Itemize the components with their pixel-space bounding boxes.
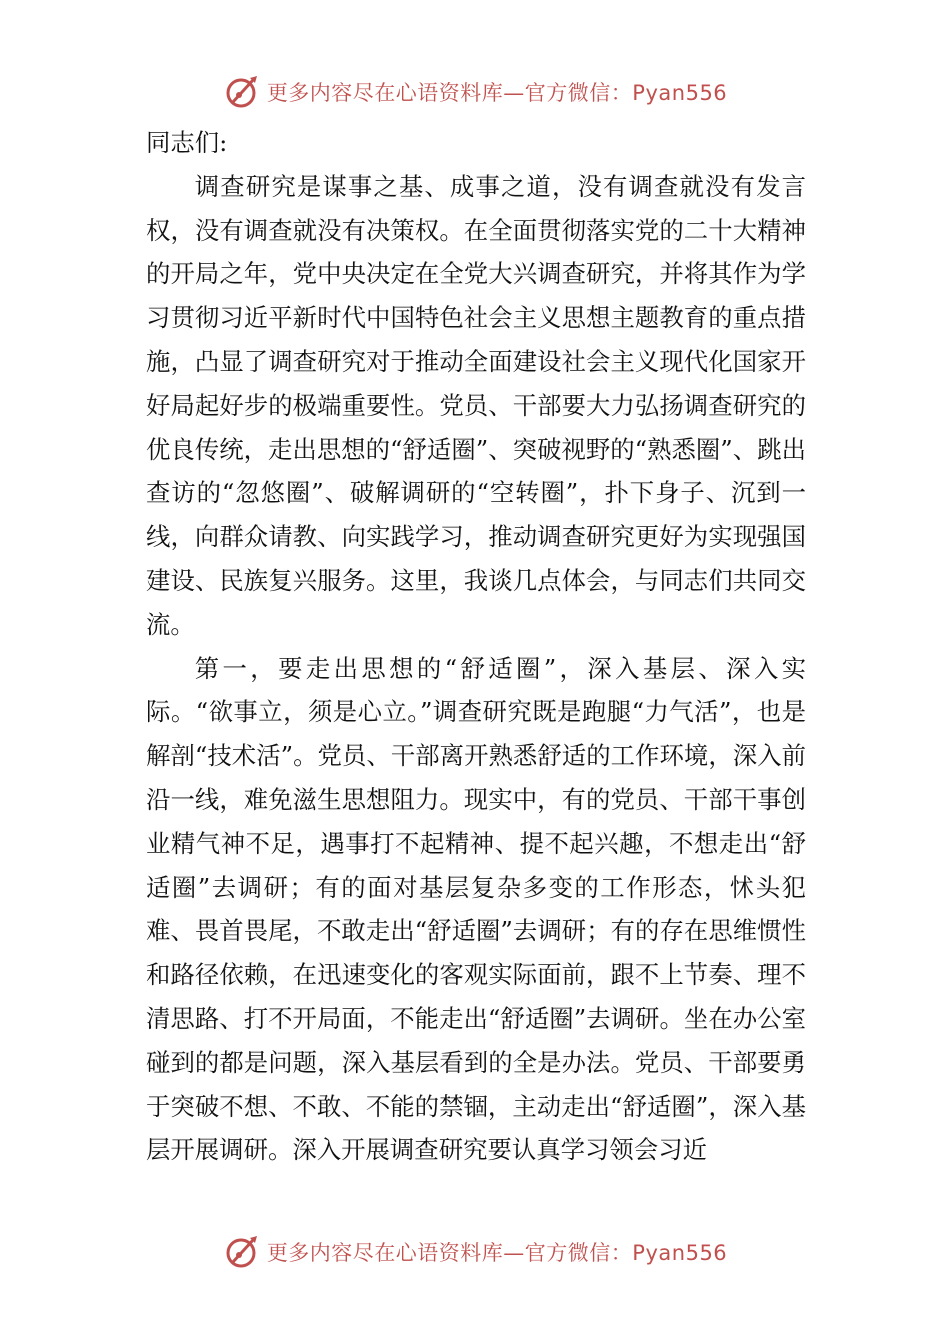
pen-logo-icon bbox=[223, 1232, 263, 1272]
watermark-banner-top bbox=[0, 70, 950, 114]
watermark-text: 更多内容尽在心语资料库—官方微信：Pyan556 bbox=[266, 81, 728, 105]
watermark-text: 更多内容尽在心语资料库—官方微信：Pyan556 bbox=[266, 1241, 728, 1265]
document-body bbox=[146, 121, 806, 1172]
watermark-banner-bottom bbox=[0, 1230, 950, 1274]
salutation: 同志们: bbox=[146, 128, 228, 157]
pen-logo-icon bbox=[223, 72, 263, 112]
paragraph-intro: 调查研究是谋事之基、成事之道，没有调查就没有发言权，没有调查就没有决策权。在全面贯彻落实党的二十大精神的开局之年，党中央决定在全党大兴调查研究，并将其作为学习贯彻习近平新时代中国特色社会主义思想主题教育的重点措施，凸显了调查研究对于推动全面建设社会主义现代化国家开好局起好步的极端重要性。党员、干部要大力弘扬调查研究的优良传统，走出思想的“舒适圈”、突破视野的“熟悉圈”、跳出查访的“忽悠圈”、破解调研的“空转圈”，扑下身子、沉到一线，向群众请教、向实践学习，推动调查研究更好为实现强国建设、民族复兴服务。这里，我谈几点体会，与同志们共同交流。 bbox=[146, 171, 806, 639]
paragraph-first-point: 第一，要走出思想的“舒适圈”，深入基层、深入实际。“欲事立，须是心立。”调查研究既是跑腿“力气活”，也是解剖“技术活”。党员、干部离开熟悉舒适的工作环境，深入前沿一线，难免滋生思想阻力。现实中，有的党员、干部干事创业精气神不足，遇事打不起精神、提不起兴趣，不想走出“舒适圈”去调研；有的面对基层复杂多变的工作形态，怵头犯难、畏首畏尾，不敢走出“舒适圈”去调研；有的存在思维惯性和路径依赖，在迅速变化的客观实际面前，跟不上节奏、理不清思路、打不开局面，不能走出“舒适圈”去调研。坐在办公室碰到的都是问题，深入基层看到的全是办法。党员、干部要勇于突破不想、不敢、不能的禁锢，主动走出“舒适圈”，深入基层开展调研。深入开展调查研究要认真学习领会习近 bbox=[146, 653, 806, 1165]
